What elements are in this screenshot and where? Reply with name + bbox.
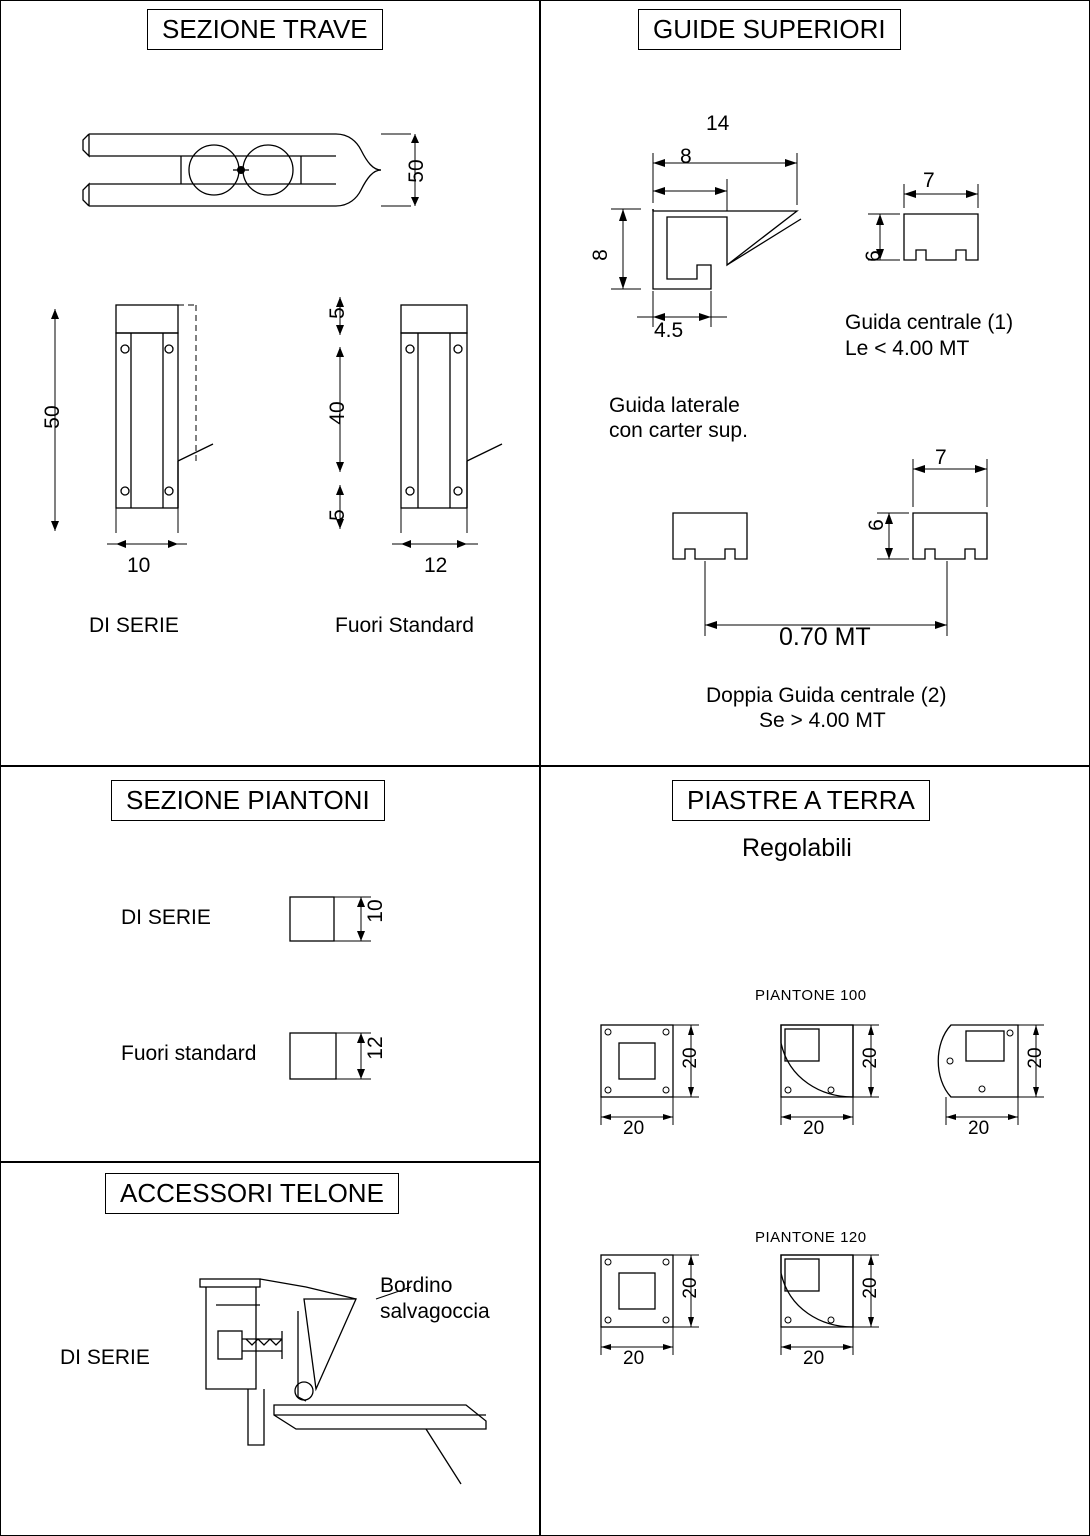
lateral-guide-height-value: 8 bbox=[589, 249, 612, 261]
profile-di-serie-label: DI SERIE bbox=[89, 614, 179, 637]
piastre-group1-plate-2-height: 20 bbox=[1025, 1047, 1046, 1069]
double-guide-caption-1: Doppia Guida centrale (2) bbox=[706, 684, 947, 707]
section-title-piantoni: SEZIONE PIANTONI bbox=[111, 780, 385, 821]
piastre-group2-label: PIANTONE 120 bbox=[755, 1229, 867, 1246]
central-guide-height-value: 6 bbox=[862, 250, 885, 262]
double-guide-width-value: 7 bbox=[935, 446, 947, 469]
divider-horizontal-middle bbox=[1, 765, 1089, 767]
accessori-callout-1: Bordino bbox=[380, 1274, 453, 1297]
piastre-group2-plate-0-width: 20 bbox=[623, 1348, 645, 1369]
piastre-group1-label: PIANTONE 100 bbox=[755, 987, 867, 1004]
beam-cross-section-drawing bbox=[81, 116, 411, 226]
profile-fuori-standard-bottom-value: 5 bbox=[326, 509, 349, 521]
lateral-guide-drawing bbox=[601, 119, 851, 359]
lateral-guide-caption-2: con carter sup. bbox=[609, 419, 748, 442]
section-title-accessori: ACCESSORI TELONE bbox=[105, 1173, 399, 1214]
piantoni-row-1-value: 12 bbox=[364, 1036, 387, 1060]
piastre-group1-plate-0-width: 20 bbox=[623, 1118, 645, 1139]
section-title-guide: GUIDE SUPERIORI bbox=[638, 9, 901, 50]
profile-di-serie-drawing bbox=[101, 301, 231, 541]
profile-di-serie-height-value: 50 bbox=[41, 405, 64, 429]
piastre-group2-plate-0-height: 20 bbox=[680, 1277, 701, 1299]
section-title-piastre: PIASTRE A TERRA bbox=[672, 780, 930, 821]
piastre-group1-plate-2-width: 20 bbox=[968, 1118, 990, 1139]
beam-height-value: 50 bbox=[405, 159, 428, 183]
profile-fuori-standard-top-value: 5 bbox=[326, 307, 349, 319]
profile-fuori-standard-mid-value: 40 bbox=[326, 401, 349, 425]
lateral-guide-base-value: 4.5 bbox=[654, 319, 684, 342]
profile-di-serie-width-dim bbox=[101, 529, 231, 559]
piantoni-row-0-label: DI SERIE bbox=[121, 906, 211, 929]
piastre-subtitle: Regolabili bbox=[742, 834, 852, 862]
profile-fuori-standard-width-value: 12 bbox=[424, 554, 448, 577]
piastre-group1-plate-1-height: 20 bbox=[860, 1047, 881, 1069]
accessori-label: DI SERIE bbox=[60, 1346, 150, 1369]
double-guide-caption-2: Se > 4.00 MT bbox=[759, 709, 886, 732]
central-guide-caption-1: Guida centrale (1) bbox=[845, 311, 1014, 334]
divider-horizontal-left-lower bbox=[1, 1161, 540, 1163]
accessori-callout-2: salvagoccia bbox=[380, 1300, 490, 1323]
profile-fuori-standard-width-dim bbox=[386, 529, 516, 559]
profile-di-serie-width-value: 10 bbox=[127, 554, 151, 577]
double-guide-spacing-value: 0.70 MT bbox=[779, 623, 871, 651]
central-guide-caption-2: Le < 4.00 MT bbox=[845, 337, 970, 360]
profile-fuori-standard-drawing bbox=[386, 301, 516, 541]
profile-fuori-standard-label: Fuori Standard bbox=[335, 614, 474, 637]
lateral-guide-caption-1: Guida laterale bbox=[609, 394, 740, 417]
double-guide-height-value: 6 bbox=[865, 519, 888, 531]
piastre-group2-plate-1-height: 20 bbox=[860, 1277, 881, 1299]
central-guide-width-value: 7 bbox=[923, 169, 935, 192]
accessori-telone-drawing bbox=[186, 1269, 516, 1499]
section-title-trave: SEZIONE TRAVE bbox=[147, 9, 383, 50]
piastre-group1-plate-1-width: 20 bbox=[803, 1118, 825, 1139]
lateral-guide-inner-value: 8 bbox=[680, 145, 692, 168]
divider-vertical-top bbox=[539, 1, 541, 766]
piantoni-row-1-label: Fuori standard bbox=[121, 1042, 257, 1065]
divider-vertical-bottom bbox=[539, 765, 541, 1535]
piantoni-row-0-value: 10 bbox=[364, 899, 387, 923]
piastre-group1-plate-0-height: 20 bbox=[680, 1047, 701, 1069]
lateral-guide-total-value: 14 bbox=[706, 112, 730, 135]
piastre-group2-plate-1-width: 20 bbox=[803, 1348, 825, 1369]
